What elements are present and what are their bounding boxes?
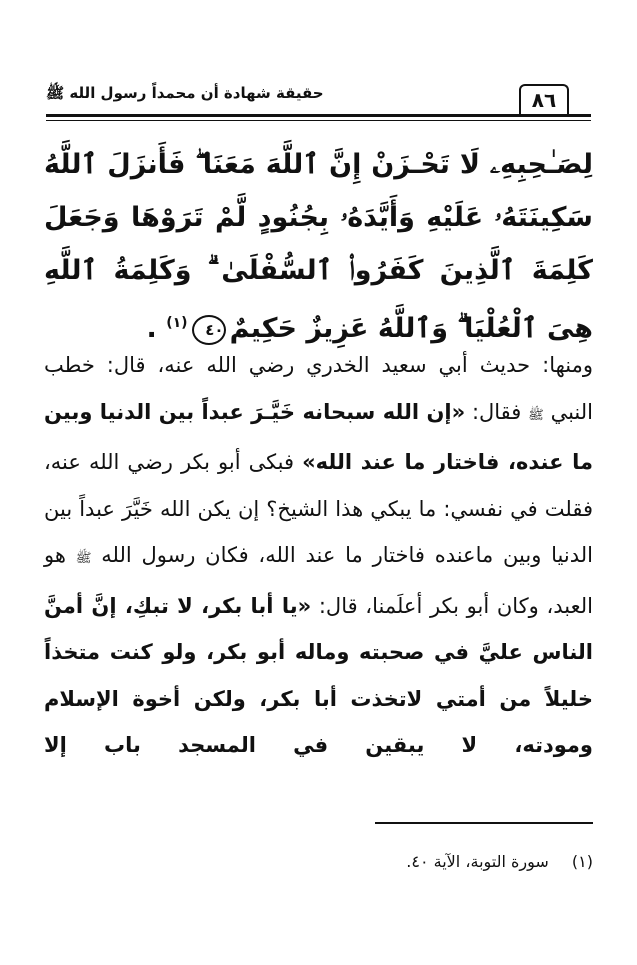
hadith-narration-2: هو العبد، وكان أبو بكر أعلَمنا، قال:	[44, 543, 593, 618]
header-rule-thin	[46, 120, 591, 121]
body-text	[44, 342, 593, 769]
salawat-glyph-2: ﷺ	[75, 551, 92, 566]
salawat-glyph: ﷺ	[528, 407, 544, 423]
footnote-number: (١)	[571, 852, 593, 871]
ayah-number-mark: ٤٠	[192, 315, 226, 345]
footnote-reference: (١)	[166, 315, 188, 331]
hadith-quote-1: «إن الله سبحانه خَيَّـرَ عبداً بين الدنيا وبين ما عنده، فاختار ما عند الله»	[44, 399, 594, 474]
header-rule-thick	[46, 114, 591, 117]
running-title: حقيقة شهادة أن محمداً رسول الله ﷺ	[46, 84, 324, 102]
page-header	[46, 82, 591, 126]
quran-verse: لِصَـٰحِبِهِۦ لَا تَحْـزَنْ إِنَّ ٱللَّهَ مَعَنَا ۖ فَأَنزَلَ ٱللَّهُ سَكِينَتَهُۥ عَلَيْهِ وَأَيَّدَهُۥ بِجُنُودٍ لَّمْ تَرَوْهَا وَجَعَلَ كَلِمَةَ ٱلَّذِينَ كَفَرُوا۟ ٱلسُّفْلَىٰ ۗ وَكَلِمَةُ ٱللَّهِ هِىَ ٱلْعُلْيَا ۗ وَٱللَّهُ عَزِيزٌ حَكِيمٌ٤٠$^{(١)}$ .	[44, 149, 593, 344]
footnote	[406, 852, 593, 871]
footnote-rule	[375, 822, 593, 824]
body-paragraph	[44, 342, 593, 769]
page-number: ٨٦	[519, 84, 569, 114]
verse-text: لِصَـٰحِبِهِۦ لَا تَحْـزَنْ إِنَّ ٱللَّهَ مَعَنَا ۖ فَأَنزَلَ ٱللَّهُ سَكِينَتَهُۥ عَلَيْهِ وَأَيَّدَهُۥ بِجُنُودٍ لَّمْ تَرَوْهَا وَجَعَلَ كَلِمَةَ ٱلَّذِينَ كَفَرُوا۟ ٱلسُّفْلَىٰ ۗ وَكَلِمَةُ ٱللَّهِ هِىَ ٱلْعُلْيَا ۗ وَٱللَّهُ عَزِيزٌ حَكِيمٌ	[44, 149, 593, 344]
footnote-text: سورة التوبة، الآية ٤٠.	[406, 852, 549, 871]
hadith-said: فقال:	[471, 399, 522, 424]
hadith-quote-2: «يا أبا بكر، لا تبكِ، إنَّ أمنَّ الناس عليَّ في صحبته وماله أبو بكر، ولو كنت متخذاً خليلاً من أمتي لاتخذت أبا بكر، ولكن أخوة الإسلام ومودته، لا يبقين في المسجد باب إلا	[44, 593, 593, 757]
hadith-narration-1: فبكى أبو بكر رضي الله عنه، فقلت في نفسي: ما يبكي هذا الشيخ؟ إن يكن الله خَيَّرَ عبداً بين الدنيا وبين ماعنده فاختار ما عند الله، فكان رسول الله	[44, 450, 593, 567]
hadith-intro: ومنها: حديث أبي سعيد الخدري رضي الله عنه، قال: خطب النبي	[44, 353, 594, 424]
